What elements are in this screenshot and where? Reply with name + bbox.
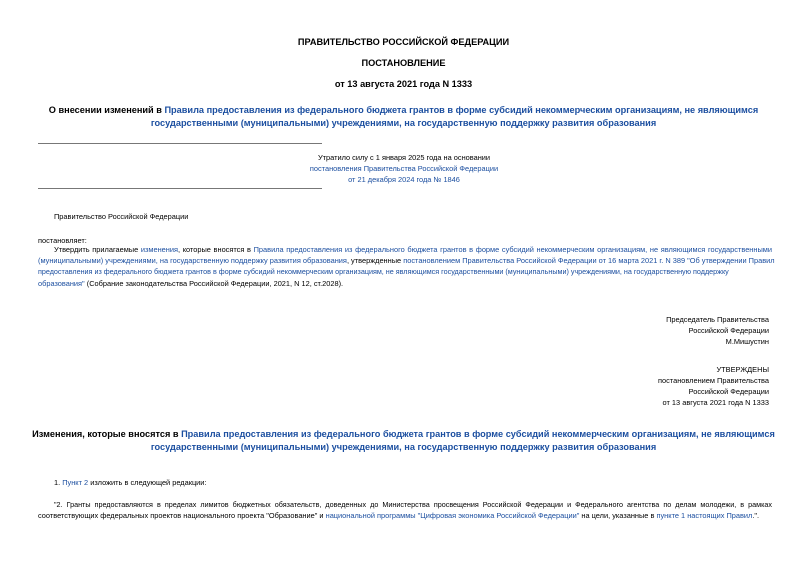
item-1-text: изложить в следующей редакции: <box>88 478 207 487</box>
divider-bottom <box>38 188 322 189</box>
item-2-text-a: "2. Гранты предоставляются в пределах лимитов бюджетных обязательств, доведенных до Министерства просвещения Российской Федерации и Федерального агентства по делам молодежи, в рамках <box>54 500 772 509</box>
digital-economy-program-link[interactable]: национальной программы "Цифровая экономика Российской Федерации" <box>325 511 580 521</box>
changes-title-rules-link-cont[interactable]: государственными (муниципальными) учреждениями, на государственную поддержку развития образования <box>150 442 657 452</box>
signature-body: Российской Федерации <box>688 326 769 335</box>
changes-title-rules-link[interactable]: Правила предоставления из федерального бюджета грантов в форме субсидий некоммерческим организациям, не являющимся <box>181 429 775 439</box>
signature-name: М.Мишустин <box>725 337 769 346</box>
approval-line3: Российской Федерации <box>688 387 769 396</box>
approval-block <box>658 364 769 408</box>
status-note <box>288 152 520 185</box>
document-type: ПОСТАНОВЛЕНИЕ <box>361 58 446 68</box>
decree-389-link[interactable]: постановлением Правительства Российской Федерации от 16 марта 2021 г. N 389 "Об утверждении Правил <box>403 256 775 266</box>
approval-line4: от 13 августа 2021 года N 1333 <box>662 398 769 407</box>
item-2-quote <box>38 499 772 521</box>
document-title <box>0 104 807 130</box>
status-note-decree-date-link[interactable]: от 21 декабря 2024 года № 1846 <box>348 175 460 184</box>
decree-389-link-cont[interactable]: предоставления из федерального бюджета грантов в форме субсидий некоммерческим организациям, не являющимся государственными (муниципальными) учреждениями, на государственную поддержку <box>38 267 729 277</box>
government-heading: ПРАВИТЕЛЬСТВО РОССИЙСКОЙ ФЕДЕРАЦИИ <box>297 37 510 47</box>
item-1-number: 1. <box>54 478 63 487</box>
title-rules-link-cont[interactable]: государственными (муниципальными) учреждениями, на государственную поддержку развития образования <box>150 118 657 128</box>
p1-text-a: Утвердить прилагаемые <box>54 245 141 254</box>
title-rules-link[interactable]: Правила предоставления из федерального бюджета грантов в форме субсидий некоммерческим организациям, не являющимся <box>164 105 759 115</box>
item-2-text-d: .". <box>752 511 760 521</box>
item-2-text-b: соответствующих федеральных проектов национального проекта "Образование" и <box>38 511 326 521</box>
p1-text-c: , утвержденные <box>346 256 404 266</box>
status-note-decree-link[interactable]: постановления Правительства Российской Федерации <box>309 164 499 173</box>
decree-389-link-end[interactable]: образования" <box>38 278 85 288</box>
issuer: Правительство Российской Федерации <box>54 212 189 221</box>
divider-top <box>38 143 322 144</box>
item-1 <box>54 477 207 488</box>
document-date-number: от 13 августа 2021 года N 1333 <box>334 79 473 89</box>
resolves-text: постановляет: <box>38 236 87 245</box>
p1-text-b: , которые вносятся в <box>178 245 254 254</box>
changes-link[interactable]: изменения <box>140 245 178 254</box>
approval-line1: УТВЕРЖДЕНЫ <box>716 365 769 374</box>
changes-title-prefix: Изменения, которые вносятся в <box>32 429 182 439</box>
changes-title <box>0 428 807 454</box>
rules-link[interactable]: Правила предоставления из федерального бюджета грантов в форме субсидий некоммерческим организациям, не являющимся государственными <box>253 245 772 254</box>
signature-block <box>666 314 769 347</box>
title-prefix: О внесении изменений в <box>48 105 165 115</box>
signature-position: Председатель Правительства <box>666 315 769 324</box>
item-1-point-link[interactable]: Пункт 2 <box>62 478 89 487</box>
item-2-text-c: на цели, указанные в <box>579 511 657 521</box>
status-note-line1: Утратило силу с 1 января 2025 года на основании <box>317 153 491 162</box>
rules-link-cont[interactable]: (муниципальными) учреждениями, на государственную поддержку развития образования <box>38 256 347 266</box>
paragraph-approve <box>38 244 775 289</box>
item-2-point-1-link[interactable]: пункте 1 настоящих Правил <box>656 511 753 521</box>
p1-text-d: (Собрание законодательства Российской Федерации, 2021, N 12, ст.2028). <box>84 278 344 288</box>
approval-line2: постановлением Правительства <box>658 376 769 385</box>
